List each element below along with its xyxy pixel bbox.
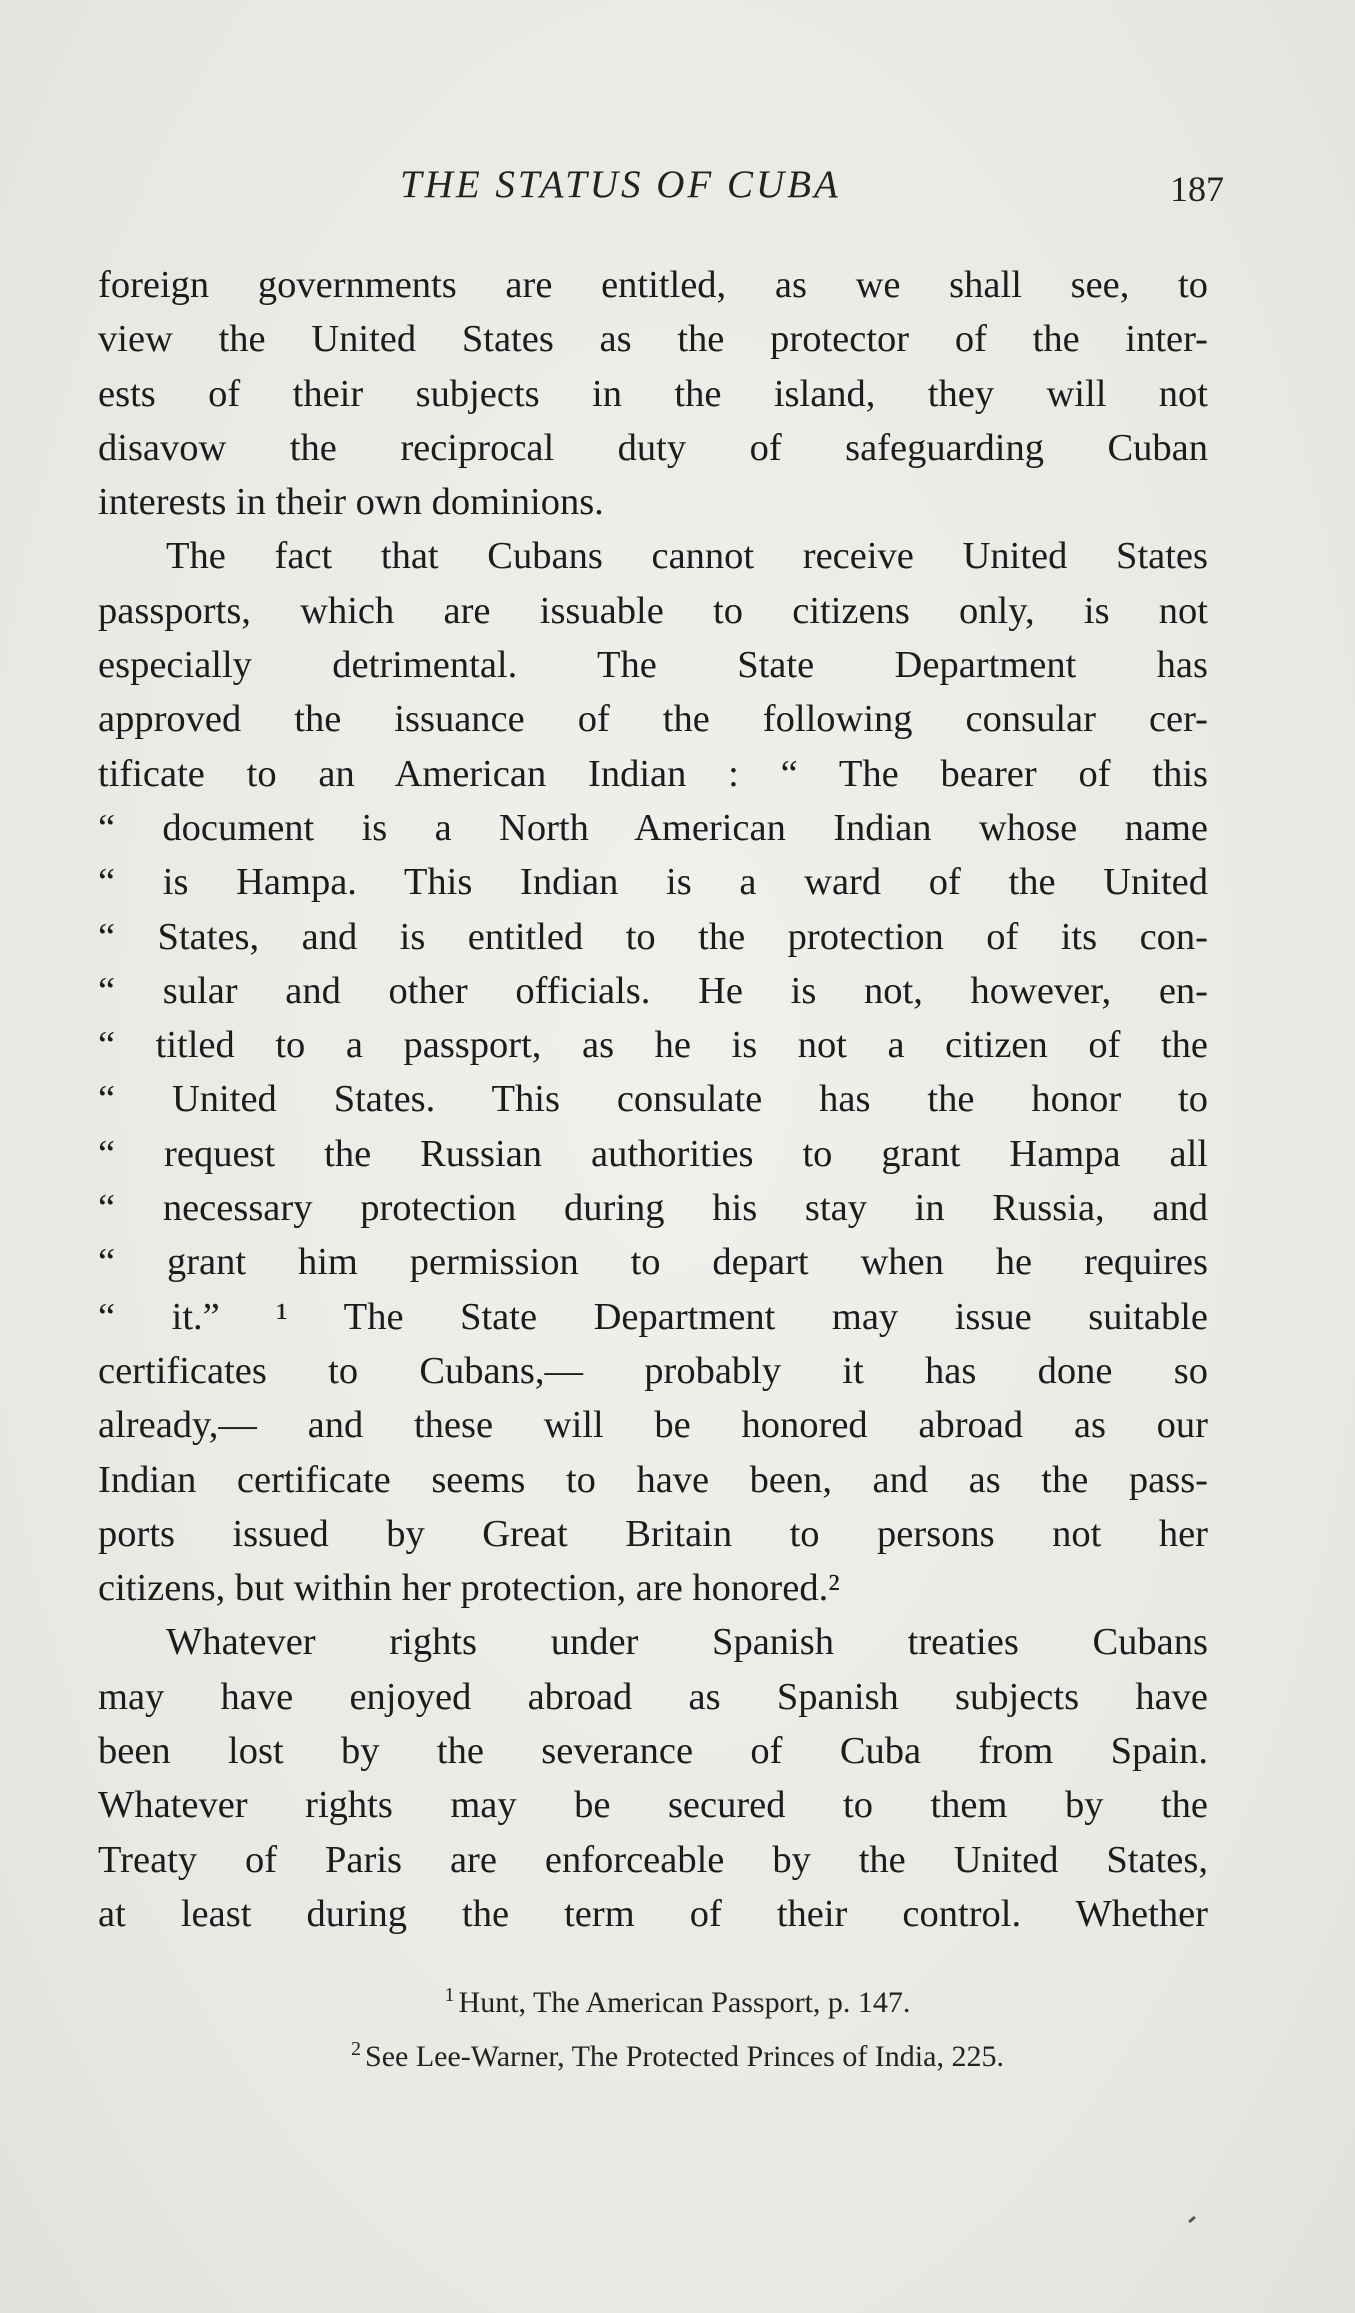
- text-line: ports issued by Great Britain to persons not her: [98, 1512, 1208, 1555]
- text-line: “ titled to a passport, as he is not a citizen of the: [98, 1024, 1208, 1067]
- text-line: disavow the reciprocal duty of safeguarding Cuban: [98, 426, 1208, 469]
- footnotes: [0, 1972, 1355, 2080]
- paper-speck: [1188, 2216, 1196, 2223]
- paragraph-start-line: The fact that Cubans cannot receive United States: [166, 535, 1208, 578]
- text-line: “ it.” ¹ The State Department may issue suitable: [98, 1295, 1208, 1338]
- text-line: Treaty of Paris are enforceable by the United States,: [98, 1838, 1208, 1881]
- text-line: may have enjoyed abroad as Spanish subjects have: [98, 1675, 1208, 1718]
- text-line: citizens, but within her protection, are honored.²: [98, 1567, 840, 1610]
- footnote-text: See Lee-Warner, The Protected Princes of India, 225.: [365, 2040, 1004, 2073]
- text-line: certificates to Cubans,— probably it has done so: [98, 1349, 1208, 1392]
- footnote-2: [0, 2026, 1355, 2080]
- text-line: interests in their own dominions.: [98, 481, 604, 524]
- text-line: been lost by the severance of Cuba from Spain.: [98, 1730, 1208, 1773]
- footnote-mark: 1: [444, 1984, 455, 2006]
- page-number: 187: [1170, 169, 1224, 209]
- text-line: “ United States. This consulate has the honor to: [98, 1078, 1208, 1121]
- text-line: “ States, and is entitled to the protection of its con-: [98, 915, 1208, 958]
- text-line: “ necessary protection during his stay in Russia, and: [98, 1187, 1208, 1230]
- footnote-text: Hunt, The American Passport, p. 147.: [458, 1986, 911, 2019]
- text-line: Indian certificate seems to have been, and as the pass-: [98, 1458, 1208, 1501]
- text-line: passports, which are issuable to citizens only, is not: [98, 589, 1208, 632]
- text-line: “ sular and other officials. He is not, however, en-: [98, 969, 1208, 1012]
- running-title: THE STATUS OF CUBA: [400, 163, 841, 206]
- text-line: ests of their subjects in the island, they will not: [98, 372, 1208, 415]
- body-text: [98, 258, 1208, 1941]
- running-head: [0, 162, 1355, 212]
- text-line: “ document is a North American Indian whose name: [98, 806, 1208, 849]
- text-line: “ request the Russian authorities to grant Hampa all: [98, 1132, 1208, 1175]
- footnote-mark: 2: [351, 2038, 362, 2060]
- paragraph-start-line: Whatever rights under Spanish treaties Cubans: [166, 1621, 1208, 1664]
- text-line: tificate to an American Indian : “ The bearer of this: [98, 752, 1208, 795]
- text-line: approved the issuance of the following consular cer-: [98, 698, 1208, 741]
- footnote-1: [0, 1972, 1355, 2026]
- text-line: already,— and these will be honored abroad as our: [98, 1404, 1208, 1447]
- text-line: at least during the term of their control. Whether: [98, 1892, 1208, 1935]
- text-line: Whatever rights may be secured to them by the: [98, 1784, 1208, 1827]
- text-line: “ is Hampa. This Indian is a ward of the United: [98, 861, 1208, 904]
- text-line: view the United States as the protector of the inter-: [98, 318, 1208, 361]
- text-line: especially detrimental. The State Department has: [98, 644, 1208, 687]
- text-line: “ grant him permission to depart when he requires: [98, 1241, 1208, 1284]
- text-line: foreign governments are entitled, as we shall see, to: [98, 264, 1208, 306]
